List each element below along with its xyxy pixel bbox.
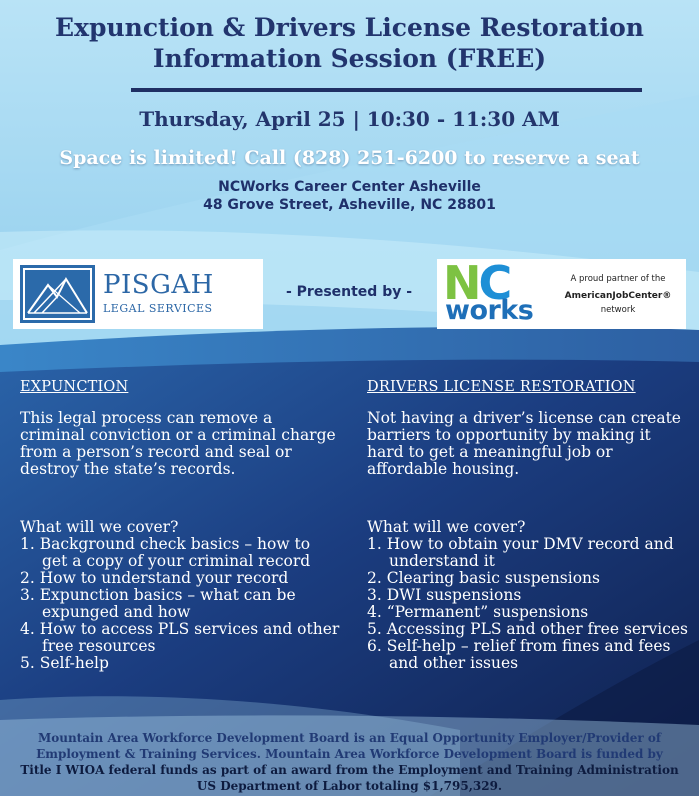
license-cover-label: What will we cover?	[367, 518, 526, 536]
pisgah-name: PISGAH	[103, 270, 214, 300]
presented-by-label: - Presented by -	[285, 284, 413, 300]
license-topics-list	[367, 536, 692, 672]
license-heading: DRIVERS LICENSE RESTORATION	[367, 379, 636, 395]
nc-letter-c: C	[478, 256, 510, 310]
disclaimer-line-3: Title I WIOA federal funds as part of an award from the Employment and Training Administration	[20, 763, 679, 777]
list-item: 4. “Permanent” suspensions	[367, 603, 589, 621]
partner-line-2: AmericanJobCenter®	[564, 291, 672, 301]
partner-line-1: A proud partner of the	[570, 274, 666, 284]
list-item: 2. Clearing basic suspensions	[367, 569, 600, 587]
mountain-logo-icon	[20, 265, 95, 323]
partner-line-3: network	[600, 305, 636, 315]
disclaimer-line-1: Mountain Area Workforce Development Board is an Equal Opportunity Employer/Provider of	[37, 731, 662, 745]
expunction-cover-label: What will we cover?	[20, 518, 179, 536]
license-description: Not having a driver’s license can create barriers to opportunity by making it hard to get a meaningful job or affordable housing.	[367, 409, 681, 478]
list-item: 5. Self-help	[20, 654, 109, 672]
title-divider	[131, 88, 642, 92]
funding-disclaimer	[0, 730, 699, 794]
ncworks-works-wordmark: works	[445, 295, 534, 326]
list-item: 3. DWI suspensions	[367, 586, 522, 604]
expunction-topics-list	[20, 536, 340, 672]
pisgah-logo	[13, 259, 263, 329]
expunction-heading: EXPUNCTION	[20, 379, 129, 395]
nc-letters: N	[443, 256, 479, 310]
list-item: 6. Self-help – relief from fines and fees and other issues	[367, 637, 671, 672]
pisgah-subtitle: LEGAL SERVICES	[103, 302, 213, 315]
venue-name: NCWorks Career Center Asheville	[218, 179, 481, 195]
list-item: 2. How to understand your record	[20, 569, 289, 587]
venue-address: 48 Grove Street, Asheville, NC 28801	[203, 197, 496, 213]
list-item: 4. How to access PLS services and other free resources	[20, 620, 340, 655]
expunction-description: This legal process can remove a criminal conviction or a criminal charge from a person’s record and seal or destroy the state’s records.	[20, 409, 336, 478]
reservation-notice: Space is limited! Call (828) 251-6200 to reserve a seat	[59, 147, 640, 169]
ncworks-logo	[437, 256, 686, 329]
list-item: 1. How to obtain your DMV record and understand it	[367, 535, 674, 570]
disclaimer-line-4: US Department of Labor totaling $1,795,329.	[196, 779, 503, 793]
disclaimer-line-2: Employment & Training Services. Mountain Area Workforce Development Board is funded by	[36, 747, 663, 761]
page-title-line-2: Information Session (FREE)	[152, 44, 547, 73]
list-item: 1. Background check basics – how to get a copy of your criminal record	[20, 535, 311, 570]
event-date-time: Thursday, April 25 | 10:30 - 11:30 AM	[139, 107, 560, 131]
list-item: 5. Accessing PLS and other free services	[367, 620, 689, 638]
expunction-section	[20, 378, 340, 672]
license-section	[367, 378, 692, 672]
list-item: 3. Expunction basics – what can be expunged and how	[20, 586, 296, 621]
page-title: Expunction & Drivers License Restoration	[55, 13, 644, 42]
